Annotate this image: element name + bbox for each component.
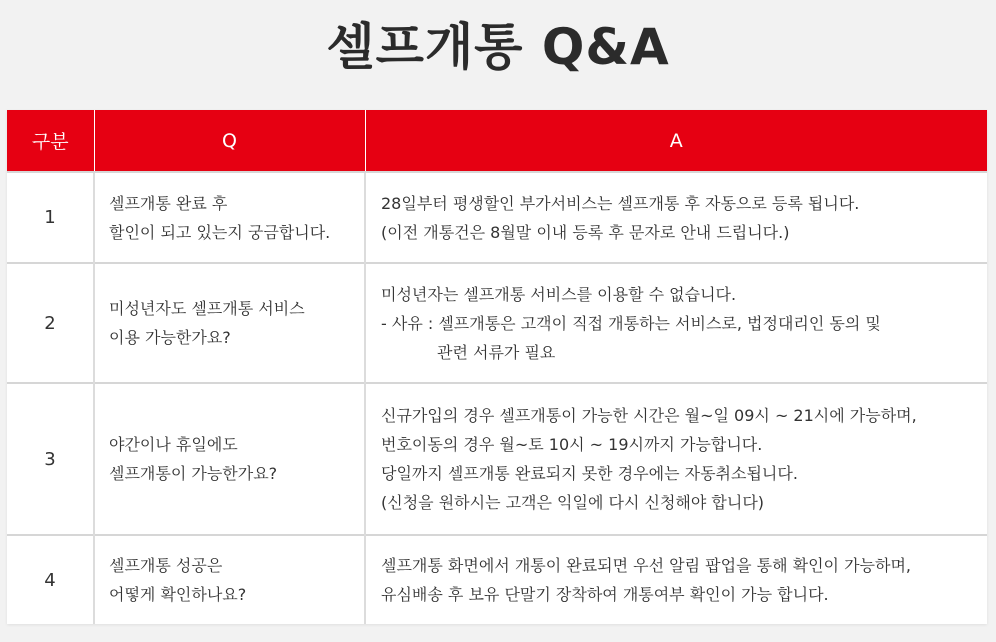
answer-line: 당일까지 셀프개통 완료되지 못한 경우에는 자동취소됩니다. [381, 464, 798, 483]
qa-table-container [7, 110, 987, 624]
table-header-row [7, 110, 987, 172]
question-cell [94, 172, 365, 263]
question-line: 어떻게 확인하나요? [109, 585, 247, 604]
question-line: 셀프개통 성공은 [109, 556, 223, 575]
answer-line: 셀프개통 화면에서 개통이 완료되면 우선 알림 팝업을 통해 확인이 가능하며, [381, 556, 911, 575]
answer-line: (신청을 원하시는 고객은 익일에 다시 신청해야 합니다) [381, 493, 765, 512]
table-row [7, 383, 987, 535]
answer-line: 신규가입의 경우 셀프개통이 가능한 시간은 월~일 09시 ~ 21시에 가능하며, [381, 406, 917, 425]
question-cell [94, 383, 365, 535]
answer-line: 미성년자는 셀프개통 서비스를 이용할 수 없습니다. [381, 284, 737, 304]
answer-cell [365, 383, 987, 535]
header-answer: A [365, 110, 987, 172]
question-line: 이용 가능한가요? [109, 328, 231, 347]
answer-line: 관련 서류가 필요 [437, 342, 556, 362]
answer-line: 번호이동의 경우 월~토 10시 ~ 19시까지 가능합니다. [381, 435, 763, 454]
table-row [7, 535, 987, 624]
row-number: 4 [7, 535, 94, 624]
header-question: Q [94, 110, 365, 172]
answer-line: 유심배송 후 보유 단말기 장착하여 개통여부 확인이 가능 합니다. [381, 585, 829, 604]
answer-line: (이전 개통건은 8월말 이내 등록 후 문자로 안내 드립니다.) [381, 222, 790, 242]
question-line: 셀프개통 완료 후 [109, 193, 228, 213]
row-number: 3 [7, 383, 94, 535]
answer-line: 28일부터 평생할인 부가서비스는 셀프개통 후 자동으로 등록 됩니다. [381, 193, 860, 213]
page-title: 셀프개통 Q&A [326, 18, 670, 76]
question-line: 미성년자도 셀프개통 서비스 [109, 299, 305, 318]
answer-cell [365, 172, 987, 263]
row-number: 1 [7, 172, 94, 263]
answer-line: - 사유 : 셀프개통은 고객이 직접 개통하는 서비스로, 법정대리인 동의 및 [381, 313, 881, 333]
question-line: 할인이 되고 있는지 궁금합니다. [109, 222, 331, 242]
answer-cell [365, 263, 987, 383]
row-number: 2 [7, 263, 94, 383]
question-line: 셀프개통이 가능한가요? [109, 464, 278, 483]
table-row [7, 172, 987, 263]
answer-cell [365, 535, 987, 624]
header-category: 구분 [7, 110, 94, 172]
question-cell [94, 535, 365, 624]
table-row [7, 263, 987, 383]
qa-table [7, 110, 987, 624]
question-cell [94, 263, 365, 383]
question-line: 야간이나 휴일에도 [109, 435, 238, 454]
